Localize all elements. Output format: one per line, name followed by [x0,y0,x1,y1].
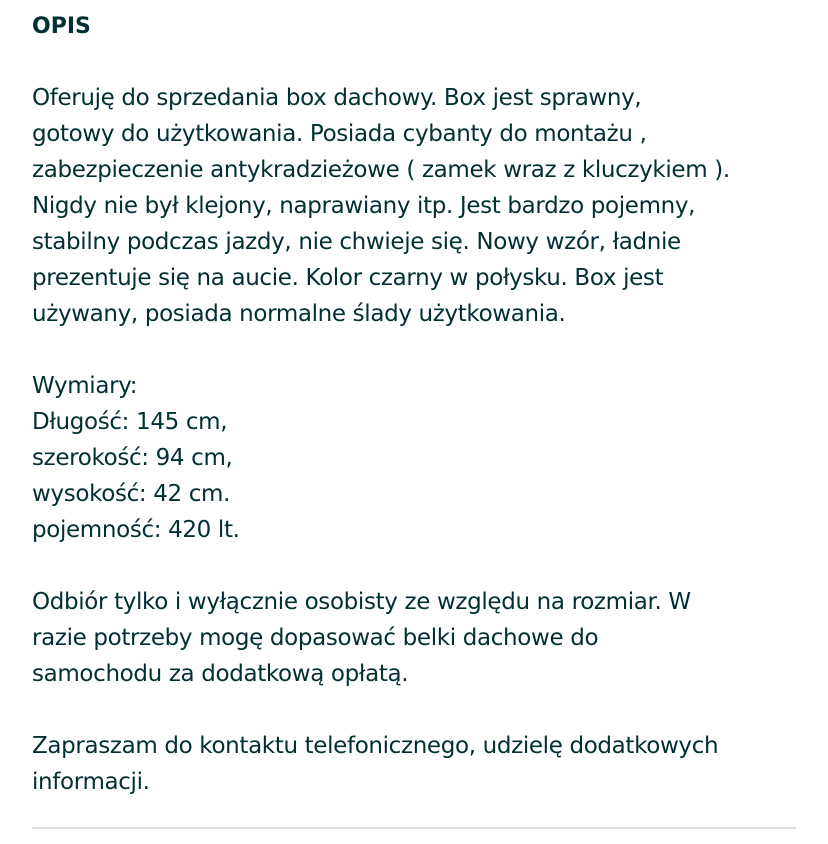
dimension-length: Długość: 145 cm, [32,409,228,435]
description-line: Oferuję do sprzedania box dachowy. Box jest sprawny, [32,85,642,111]
description-section [32,12,796,836]
description-line: samochodu za dodatkową opłatą. [32,661,409,687]
description-line: Nigdy nie był klejony, naprawiany itp. Jest bardzo pojemny, [32,193,696,219]
dimension-height: wysokość: 42 cm. [32,481,231,507]
description-line: stabilny podczas jazdy, nie chwieje się. Nowy wzór, ładnie [32,229,681,255]
description-line: gotowy do użytkowania. Posiada cybanty do montażu , [32,121,647,147]
description-title: OPIS [32,14,91,39]
description-paragraph-intro [32,80,796,332]
dimensions-heading: Wymiary: [32,373,138,399]
description-line: Zapraszam do kontaktu telefonicznego, udzielę dodatkowych [32,733,719,759]
description-line: Odbiór tylko i wyłącznie osobisty ze względu na rozmiar. W [32,589,691,615]
description-paragraph-dimensions [32,368,796,548]
description-line: używany, posiada normalne ślady użytkowania. [32,301,566,327]
description-line: zabezpieczenie antykradzieżowe ( zamek wraz z kluczykiem ). [32,157,730,183]
description-line: informacji. [32,769,150,795]
description-line: prezentuje się na aucie. Kolor czarny w połysku. Box jest [32,265,664,291]
description-paragraph-contact [32,728,796,800]
description-line: razie potrzeby mogę dopasować belki dachowe do [32,625,599,651]
section-divider [32,827,796,829]
dimension-width: szerokość: 94 cm, [32,445,233,471]
description-paragraph-pickup [32,584,796,692]
dimension-capacity: pojemność: 420 lt. [32,517,240,543]
